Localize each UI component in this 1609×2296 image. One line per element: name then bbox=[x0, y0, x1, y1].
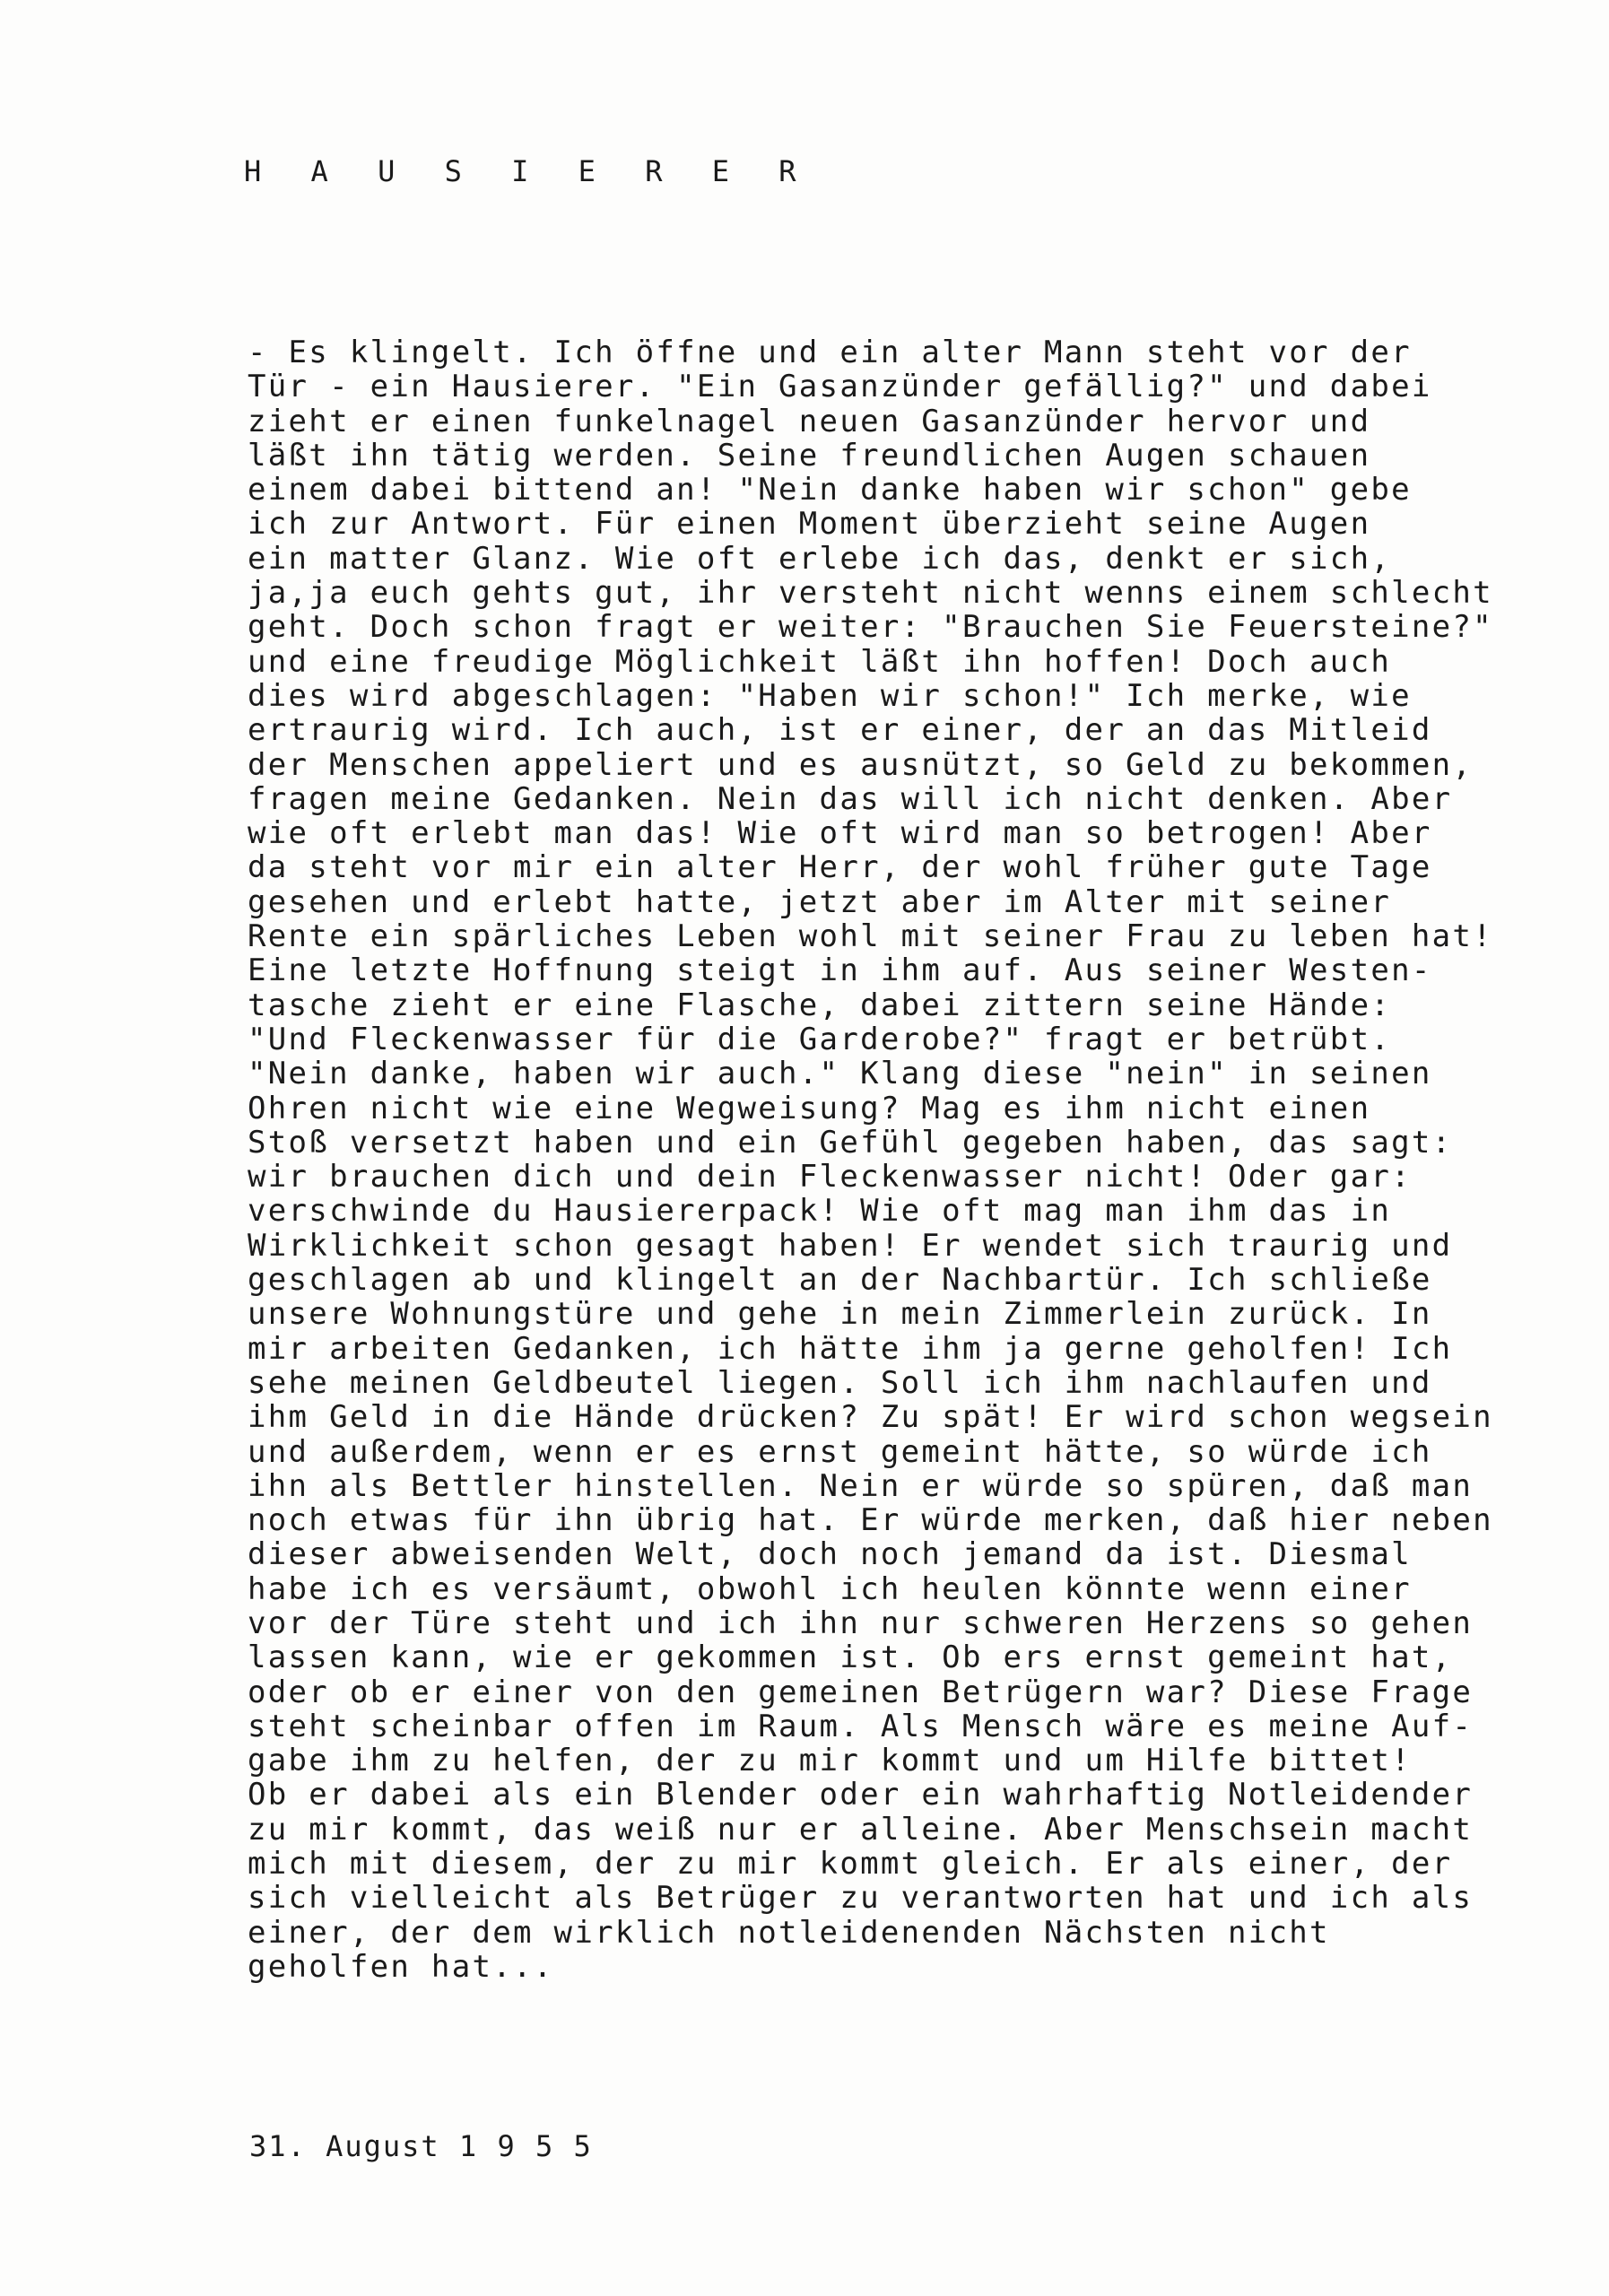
text-line: geschlagen ab und klingelt an der Nachbartür. Ich schließe bbox=[248, 1262, 1432, 1299]
text-line: steht scheinbar offen im Raum. Als Mensch wäre es meine Auf- bbox=[248, 1708, 1474, 1744]
text-line: Eine letzte Hoffnung steigt in ihm auf. Aus seiner Westen- bbox=[248, 952, 1432, 989]
text-line: und eine freudige Möglichkeit läßt ihn hoffen! Doch auch bbox=[248, 643, 1392, 680]
text-line: lassen kann, wie er gekommen ist. Ob ers ernst gemeint hat, bbox=[248, 1639, 1453, 1676]
text-line: geholfen hat... bbox=[248, 1948, 554, 1985]
text-line: ja,ja euch gehts gut, ihr versteht nicht wenns einem schlecht bbox=[248, 575, 1493, 612]
text-line: Rente ein spärliches Leben wohl mit seiner Frau zu leben hat! bbox=[248, 918, 1493, 955]
text-line: verschwinde du Hausiererpack! Wie oft mag man ihm das in bbox=[248, 1193, 1392, 1230]
text-line: ertraurig wird. Ich auch, ist er einer, der an das Mitleid bbox=[248, 712, 1432, 749]
text-line: oder ob er einer von den gemeinen Betrügern war? Diese Frage bbox=[248, 1674, 1474, 1710]
text-line: vor der Türe steht und ich ihn nur schweren Herzens so gehen bbox=[248, 1605, 1474, 1641]
text-line: und außerdem, wenn er es ernst gemeint hätte, so würde ich bbox=[248, 1433, 1432, 1470]
text-line: - Es klingelt. Ich öffne und ein alter Mann steht vor der bbox=[248, 335, 1412, 370]
text-line: sehe meinen Geldbeutel liegen. Soll ich ihm nachlaufen und bbox=[248, 1364, 1432, 1401]
text-line: fragen meine Gedanken. Nein das will ich nicht denken. Aber bbox=[248, 780, 1453, 817]
text-line: Ob er dabei als ein Blender oder ein wahrhaftig Notleidender bbox=[248, 1777, 1474, 1813]
text-line: Wirklichkeit schon gesagt haben! Er wendet sich traurig und bbox=[248, 1227, 1453, 1264]
text-line: der Menschen appeliert und es ausnützt, so Geld zu bekommen, bbox=[248, 746, 1474, 783]
text-line: dieser abweisenden Welt, doch noch jemand da ist. Diesmal bbox=[248, 1536, 1412, 1573]
text-line: mich mit diesem, der zu mir kommt gleich. Er als einer, der bbox=[248, 1846, 1453, 1883]
text-line: Tür - ein Hausierer. "Ein Gasanzünder gefällig?" und dabei bbox=[248, 369, 1432, 405]
text-line: mir arbeiten Gedanken, ich hätte ihm ja gerne geholfen! Ich bbox=[248, 1330, 1453, 1367]
document-date: 31. August 1 9 5 5 bbox=[249, 2129, 593, 2163]
text-line: dies wird abgeschlagen: "Haben wir schon!" Ich merke, wie bbox=[248, 677, 1412, 714]
text-line: geht. Doch schon fragt er weiter: "Brauchen Sie Feuersteine?" bbox=[248, 609, 1493, 646]
text-line: zieht er einen funkelnagel neuen Gasanzünder hervor und bbox=[248, 403, 1371, 439]
text-line: einer, der dem wirklich notleidenenden Nächsten nicht bbox=[248, 1914, 1330, 1951]
text-line: noch etwas für ihn übrig hat. Er würde merken, daß hier neben bbox=[248, 1502, 1493, 1539]
text-line: gabe ihm zu helfen, der zu mir kommt und um Hilfe bittet! bbox=[248, 1743, 1412, 1779]
document-title: H A U S I E R E R bbox=[244, 154, 813, 188]
text-line: da steht vor mir ein alter Herr, der wohl früher gute Tage bbox=[248, 849, 1432, 886]
text-line: habe ich es versäumt, obwohl ich heulen könnte wenn einer bbox=[248, 1570, 1412, 1607]
text-line: Ohren nicht wie eine Wegweisung? Mag es ihm nicht einen bbox=[248, 1090, 1371, 1126]
text-line: ich zur Antwort. Für einen Moment überzieht seine Augen bbox=[248, 506, 1371, 543]
text-line: zu mir kommt, das weiß nur er alleine. Aber Menschsein macht bbox=[248, 1811, 1474, 1848]
text-line: sich vielleicht als Betrüger zu verantworten hat und ich als bbox=[248, 1880, 1474, 1917]
body-text bbox=[248, 335, 1503, 1984]
text-line: ein matter Glanz. Wie oft erlebe ich das, denkt er sich, bbox=[248, 540, 1392, 577]
text-line: Stoß versetzt haben und ein Gefühl gegeben haben, das sagt: bbox=[248, 1124, 1453, 1161]
text-line: ihn als Bettler hinstellen. Nein er würde so spüren, daß man bbox=[248, 1467, 1474, 1504]
text-line: "Und Fleckenwasser für die Garderobe?" fragt er betrübt. bbox=[248, 1021, 1392, 1057]
text-line: gesehen und erlebt hatte, jetzt aber im Alter mit seiner bbox=[248, 883, 1392, 920]
text-line: wie oft erlebt man das! Wie oft wird man so betrogen! Aber bbox=[248, 815, 1432, 852]
text-line: "Nein danke, haben wir auch." Klang diese "nein" in seinen bbox=[248, 1056, 1432, 1092]
text-line: wir brauchen dich und dein Fleckenwasser nicht! Oder gar: bbox=[248, 1159, 1412, 1196]
text-line: ihm Geld in die Hände drücken? Zu spät! Er wird schon wegsein bbox=[248, 1399, 1493, 1436]
text-line: tasche zieht er eine Flasche, dabei zittern seine Hände: bbox=[248, 987, 1392, 1023]
text-line: unsere Wohnungstüre und gehe in mein Zimmerlein zurück. In bbox=[248, 1296, 1432, 1333]
text-line: einem dabei bittend an! "Nein danke haben wir schon" gebe bbox=[248, 472, 1412, 509]
text-line: läßt ihn tätig werden. Seine freundlichen Augen schauen bbox=[248, 437, 1371, 474]
